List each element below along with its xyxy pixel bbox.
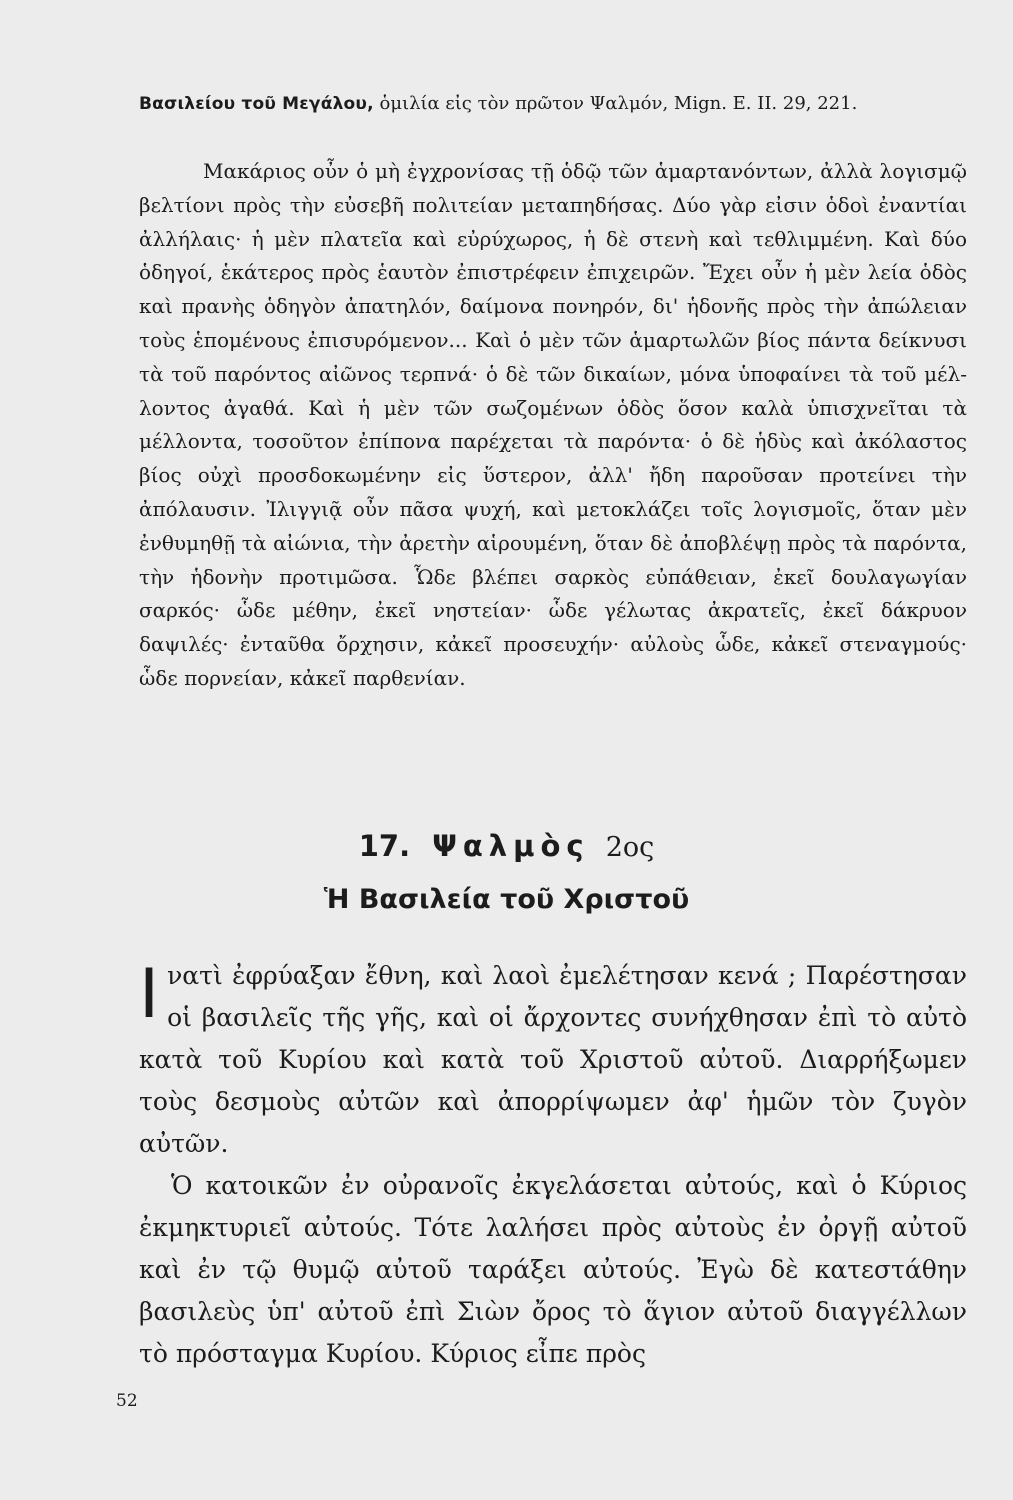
section-title: Ἡ Βασιλεία τοῦ Χριστοῦ (323, 884, 690, 915)
psalm-name: Ψαλμὸς (432, 829, 590, 863)
paragraph-text: νατὶ ἐφρύαξαν ἔθνη, καὶ λαοὶ ἐμελέτησαν κενά ; Παρέστησαν οἱ βασιλεῖς τῆς γῆς, καὶ οἱ ἄρχοντες συνήχθησαν ἐπὶ τὸ αὐτὸ κατὰ τοῦ Κυρίου καὶ κατὰ τοῦ Χριστοῦ αὐτοῦ. Διαρρήξωμεν τοὺς δεσμοὺς αὐτῶν καὶ ἀπορρίψωμεν ἀφ' ἡμῶν τὸν ζυγὸν αὐτῶν. (139, 961, 967, 1158)
psalm-text (139, 955, 967, 1375)
page-number: 52 (116, 1391, 138, 1411)
source-citation (139, 88, 967, 120)
citation-reference: ὁμιλία εἰς τὸν πρῶτον Ψαλμόν, Mign. E. II. 29, 221. (373, 93, 858, 114)
psalm-heading (0, 826, 1013, 868)
psalm-number: 17. (358, 829, 411, 863)
quoted-homily-text: Μακάριος οὖν ὁ μὴ ἐγχρονίσας τῇ ὁδῷ τῶν ἁμαρτανόντων, ἀλλὰ λογισμῷ βελτίονι πρὸς τὴν εὐσεβῆ πολιτείαν μεταπηδήσας. Δύο γὰρ εἰσιν ὁδοὶ ἐναντίαι ἀλλήλαις· ἡ μὲν πλατεῖα καὶ εὐρύχωρος, ἡ δὲ στενὴ καὶ τεθλιμμένη. Καὶ δύο ὁδηγοί, ἑκάτερος πρὸς ἑαυτὸν ἐπιστρέφειν ἐπιχειρῶν. Ἔχει οὖν ἡ μὲν λεία ὁδὸς καὶ πρανὴς ὁδηγὸν ἀπατηλόν, δαίμονα πονηρόν, δι' ἡδονῆς πρὸς τὴν ἀπώλειαν τοὺς ἑπομένους ἐπισυρόμενον... Καὶ ὁ μὲν τῶν ἁμαρτωλῶν βίος πάντα δείκνυσι τὰ τοῦ παρόντος αἰῶνος τερπνά· ὁ δὲ τῶν δικαίων, μόνα ὑποφαίνει τὰ τοῦ μέλλοντος ἀγαθά. Καὶ ἡ μὲν τῶν σωζομένων ὁδὸς ὅσον καλὰ ὑπισχνεῖται τὰ μέλλοντα, τοσοῦτον ἐπίπονα παρέχεται τὰ παρόντα· ὁ δὲ ἡδὺς καὶ ἀκόλαστος βίος οὐχὶ προσδοκωμένην εἰς ὕστερον, ἀλλ' ἤδη παροῦσαν προτείνει τὴν ἀπόλαυσιν. Ἰλιγγιᾷ οὖν πᾶσα ψυχή, καὶ μετοκλάζει τοῖς λογισμοῖς, ὅταν μὲν ἐνθυμηθῇ τὰ αἰώνια, τὴν ἀρετὴν αἱρουμένη, ὅταν δὲ ἀποβλέψῃ πρὸς τὰ παρόντα, τὴν ἡδονὴν προτιμῶσα. Ὧδε βλέπει σαρκὸς εὐπάθειαν, ἐκεῖ δουλαγωγίαν σαρκός· ὧδε μέθην, ἐκεῖ νηστείαν· ὧδε γέλωτας ἀκρατεῖς, ἐκεῖ δάκρυον δαψιλές· ἐνταῦθα ὄρχησιν, κἀκεῖ προσευχήν· αὐλοὺς ὧδε, κἀκεῖ στεναγμούς· ὧδε πορνείαν, κἀκεῖ παρθενίαν. (139, 159, 967, 690)
psalm-paragraph: Ὁ κατοικῶν ἐν οὐρανοῖς ἐκγελάσεται αὐτούς, καὶ ὁ Κύριος ἐκμηκτυριεῖ αὐτούς. Τότε λαλήσει πρὸς αὐτοὺς ἐν ὀργῇ αὐτοῦ καὶ ἐν τῷ θυμῷ αὐτοῦ ταράξει αὐτούς. Ἐγὼ δὲ κατεστάθην βασιλεὺς ὑπ' αὐτοῦ ἐπὶ Σιὼν ὄρος τὸ ἅγιον αὐτοῦ διαγγέλλων τὸ πρόσταγμα Κυρίου. Κύριος εἶπε πρὸς (139, 1171, 967, 1368)
drop-cap: Ι (139, 955, 160, 1034)
citation-author: Βασιλείου τοῦ Μεγάλου, (139, 94, 374, 114)
psalm-paragraph (139, 955, 967, 1165)
psalm-ordinal: 2ος (605, 832, 655, 863)
